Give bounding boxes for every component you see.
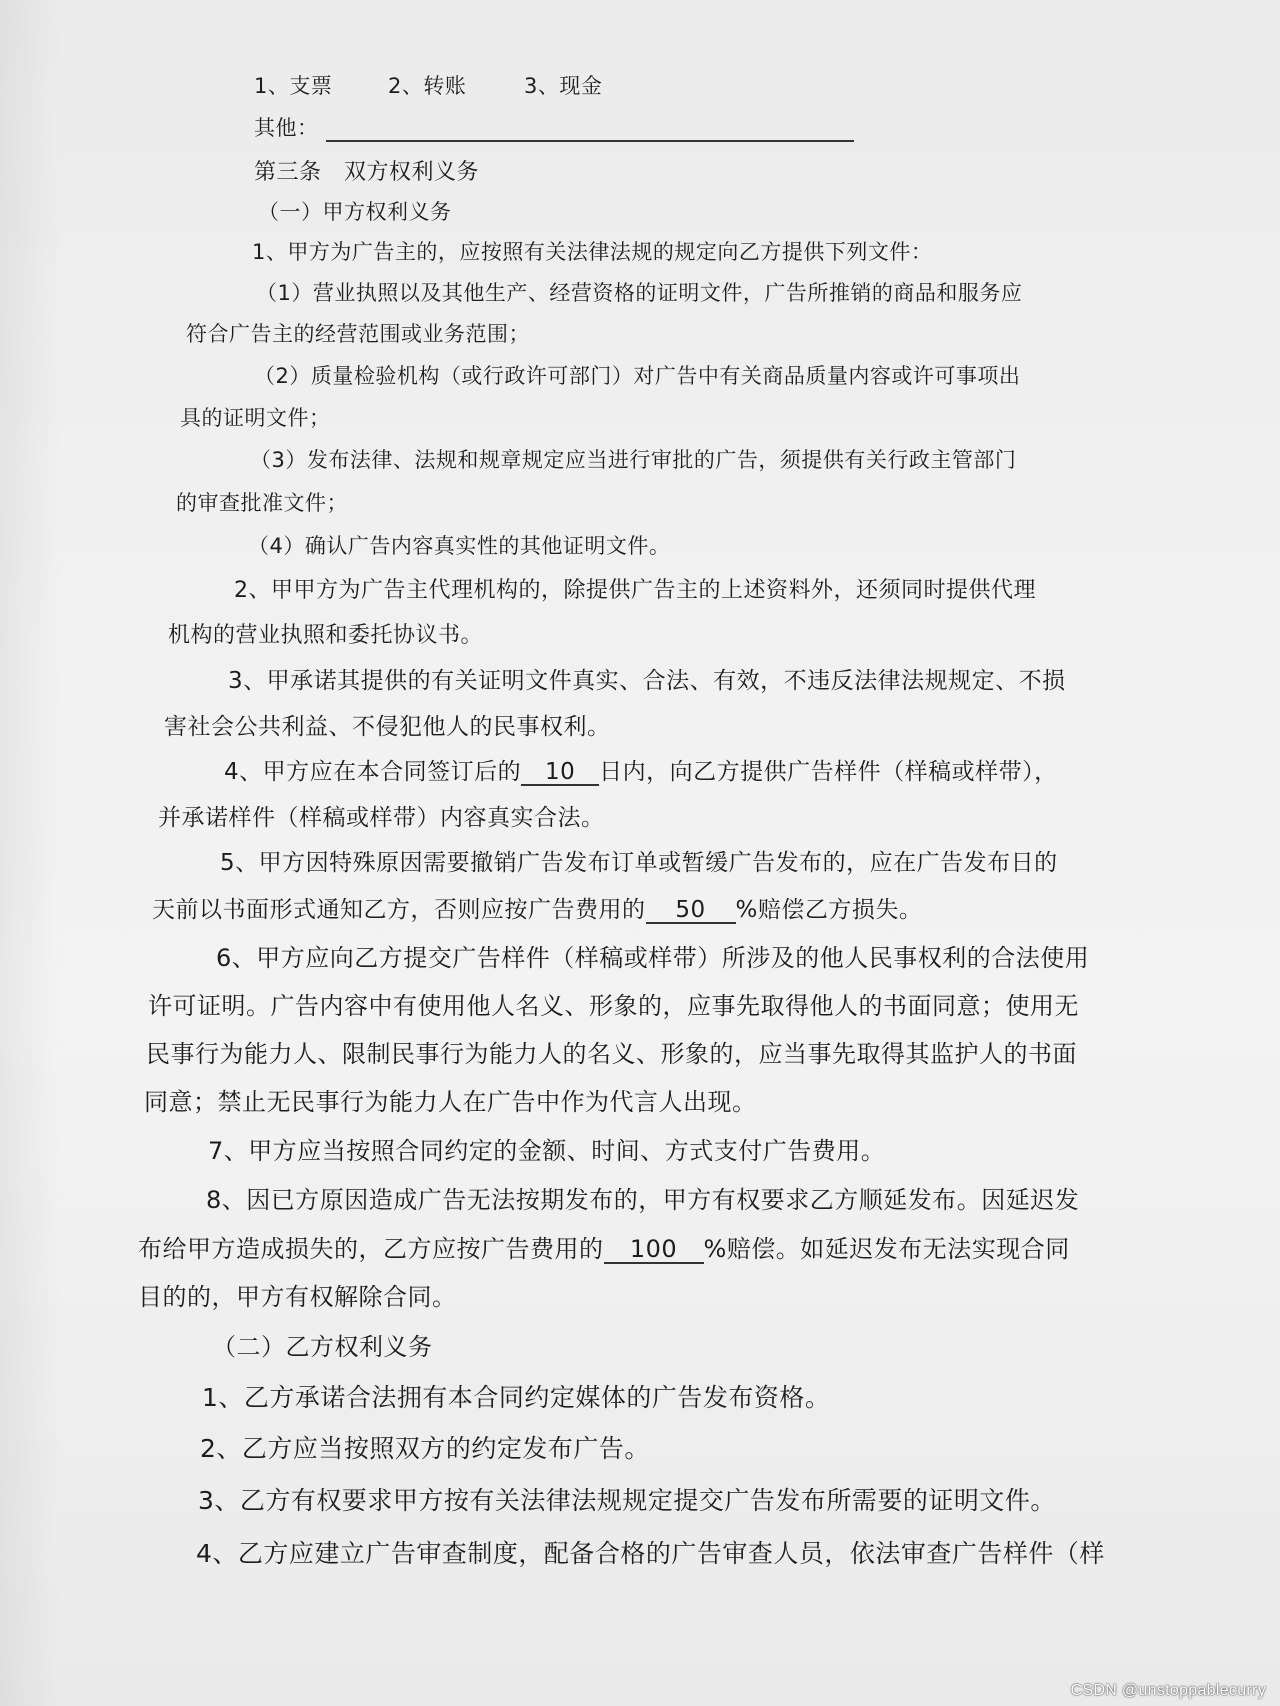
- party-a-item5-cont: [152, 891, 922, 924]
- party-a-item4: [224, 753, 1058, 786]
- party-b-heading: （二）乙方权利义务: [212, 1333, 433, 1361]
- party-a-heading: （一）甲方权利义务: [258, 200, 452, 224]
- party-a-item8-cont1: [138, 1229, 1070, 1264]
- party-a-item3-cont: 害社会公共利益、不侵犯他人的民事权利。: [164, 714, 611, 740]
- party-a-item7: 7、甲方应当按照合同约定的金额、时间、方式支付广告费用。: [208, 1137, 886, 1165]
- party-b-item4: 4、乙方应建立广告审查制度，配备合格的广告审查人员，依法审查广告样件（样: [196, 1539, 1105, 1568]
- item5-percent-blank: 50: [646, 898, 736, 924]
- party-a-item1-sub2: （2）质量检验机构（或行政许可部门）对广告中有关商品质量内容或许可事项出: [254, 364, 1021, 388]
- party-a-item1-sub2-cont: 具的证明文件；: [180, 406, 331, 430]
- party-a-item4-cont: 并承诺样件（样稿或样带）内容真实合法。: [158, 805, 605, 831]
- page-edge-shadow: [0, 0, 60, 1706]
- party-a-item1-sub1-cont: 符合广告主的经营范围或业务范围；: [186, 322, 530, 346]
- item8-prefix: 布给甲方造成损失的，乙方应按广告费用的: [138, 1235, 604, 1263]
- item8-suffix: %赔偿。如延迟发布无法实现合同: [703, 1235, 1070, 1263]
- party-a-item1: 1、甲方为广告主的，应按照有关法律法规的规定向乙方提供下列文件：: [252, 240, 933, 264]
- item4-suffix: 日内，向乙方提供广告样件（样稿或样带），: [599, 759, 1058, 785]
- party-a-item2-cont: 机构的营业执照和委托协议书。: [168, 623, 484, 648]
- article-title: 第三条 双方权利义务: [254, 160, 480, 185]
- party-b-item1: 1、乙方承诺合法拥有本合同约定媒体的广告发布资格。: [202, 1383, 831, 1412]
- csdn-watermark: CSDN @unstoppablecurry: [1070, 1682, 1266, 1699]
- payment-other-label: 其他：: [254, 116, 319, 140]
- party-a-item1-sub4: （4）确认广告内容真实性的其他证明文件。: [248, 534, 671, 558]
- item8-percent-blank: 100: [604, 1237, 704, 1264]
- party-a-item8: 8、因已方原因造成广告无法按期发布的，甲方有权要求乙方顺延发布。因延迟发: [206, 1186, 1080, 1214]
- party-a-item8-cont2: 目的的，甲方有权解除合同。: [138, 1283, 457, 1311]
- party-a-item3: 3、甲承诺其提供的有关证明文件真实、合法、有效，不违反法律法规规定、不损: [228, 668, 1066, 694]
- item5-prefix: 天前以书面形式通知乙方，否则应按广告费用的: [152, 897, 646, 923]
- party-b-item3: 3、乙方有权要求甲方按有关法律法规规定提交广告发布所需要的证明文件。: [198, 1486, 1056, 1515]
- party-a-item2: 2、甲甲方为广告主代理机构的，除提供广告主的上述资料外，还须同时提供代理: [234, 578, 1036, 603]
- party-a-item5: 5、甲方因特殊原因需要撤销广告发布订单或暂缓广告发布的，应在广告发布日的: [220, 850, 1058, 876]
- party-a-item1-sub3-cont: 的审查批准文件；: [176, 491, 348, 515]
- payment-option-cash: 3、现金: [524, 74, 603, 98]
- party-a-item6-cont3: 同意；禁止无民事行为能力人在广告中作为代言人出现。: [144, 1088, 757, 1116]
- payment-option-cheque: 1、支票: [254, 74, 333, 98]
- item4-prefix: 4、甲方应在本合同签订后的: [224, 759, 522, 785]
- party-a-item6-cont1: 许可证明。广告内容中有使用他人名义、形象的，应事先取得他人的书面同意；使用无: [148, 992, 1079, 1020]
- party-a-item6: 6、甲方应向乙方提交广告样件（样稿或样带）所涉及的他人民事权利的合法使用: [216, 944, 1090, 972]
- item5-suffix: %赔偿乙方损失。: [735, 897, 923, 923]
- item4-days-blank: 10: [521, 760, 599, 786]
- party-a-item1-sub1: （1）营业执照以及其他生产、经营资格的证明文件，广告所推销的商品和服务应: [256, 281, 1023, 305]
- party-a-item1-sub3: （3）发布法律、法规和规章规定应当进行审批的广告，须提供有关行政主管部门: [250, 448, 1017, 472]
- party-b-item2: 2、乙方应当按照双方的约定发布广告。: [200, 1434, 650, 1463]
- payment-other-blank: [326, 116, 854, 142]
- payment-option-transfer: 2、转账: [388, 74, 467, 98]
- party-a-item6-cont2: 民事行为能力人、限制民事行为能力人的名义、形象的，应当事先取得其监护人的书面: [146, 1040, 1077, 1068]
- payment-other-row: [254, 112, 854, 142]
